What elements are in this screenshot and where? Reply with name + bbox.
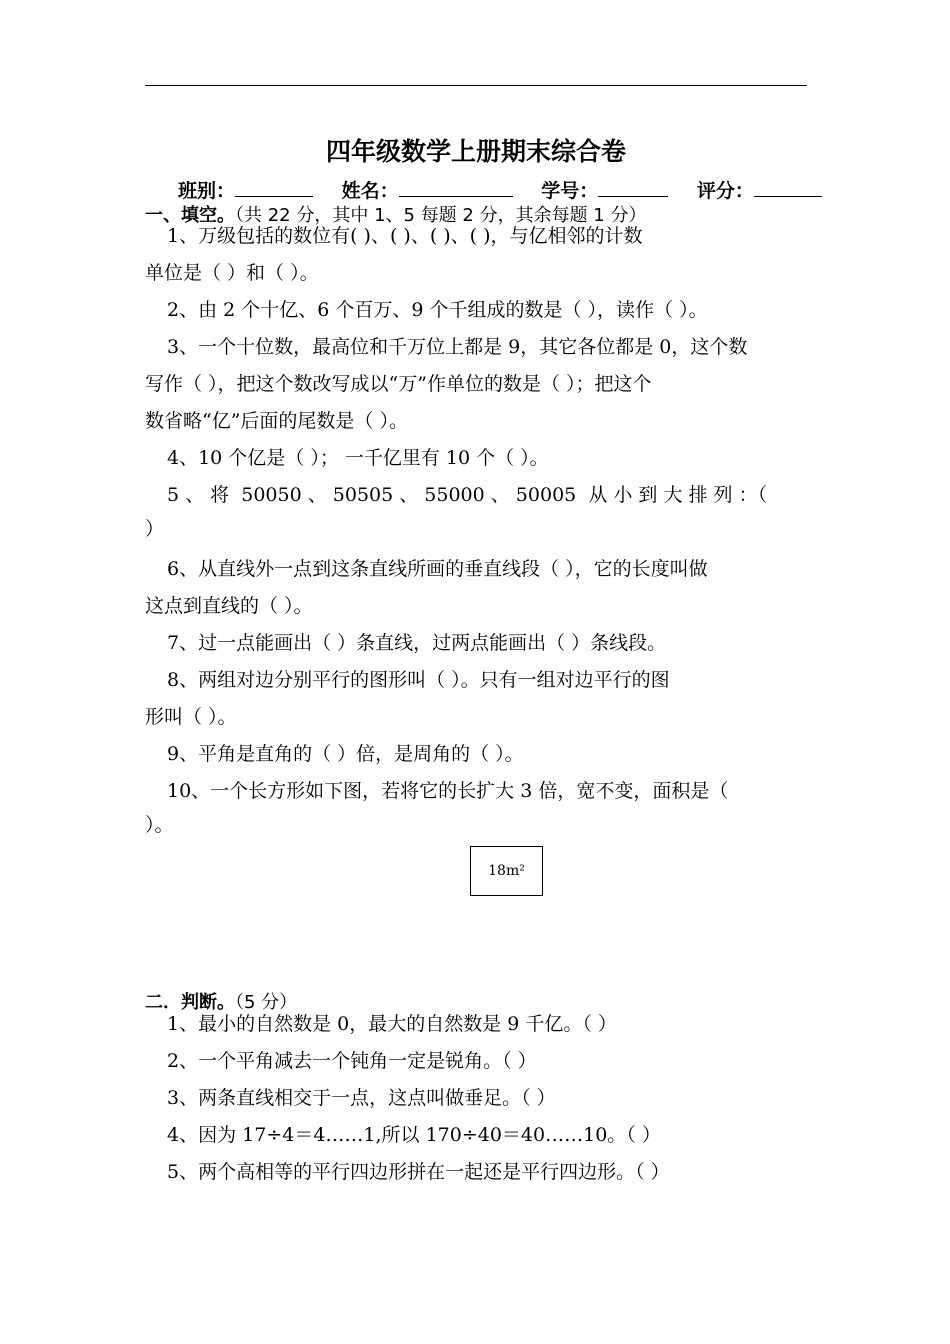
- true-false-questions: [145, 1006, 807, 1191]
- q10-line1: 10、一个长方形如下图，若将它的长扩大 3 倍，宽不变，面积是（: [167, 780, 729, 802]
- class-blank[interactable]: [235, 178, 313, 197]
- name-field: [342, 176, 513, 203]
- score-blank[interactable]: [754, 178, 822, 197]
- q10-line2: ）。: [145, 814, 174, 836]
- q1-line2: 单位是（ ）和（ ）。: [145, 262, 319, 284]
- q6-line1: 6、从直线外一点到这条直线所画的垂直线段（ ），它的长度叫做: [167, 558, 708, 580]
- id-label: 学号：: [541, 180, 599, 202]
- judge-q2: 2、一个平角减去一个钝角一定是锐角。（ ）: [167, 1050, 537, 1072]
- rectangle-area-label: 18m²: [488, 863, 525, 879]
- judge-q4: 4、因为 17÷4＝4……1,所以 170÷40＝40……10。（ ）: [167, 1124, 661, 1146]
- q7-line1: 7、过一点能画出（ ）条直线，过两点能画出（ ）条线段。: [167, 632, 667, 654]
- q8-line1: 8、两组对边分别平行的图形叫（ ）。只有一组对边平行的图: [167, 669, 670, 691]
- fill-blank-questions: [145, 218, 807, 840]
- name-label: 姓名：: [341, 180, 399, 202]
- q8-line2: 形叫（ ）。: [145, 706, 237, 728]
- class-label: 班别：: [178, 180, 236, 202]
- q5-line2: ）: [145, 518, 165, 540]
- q3-line2: 写作（ ），把这个数改写成以“万”作单位的数是（ ）；把这个: [145, 373, 652, 395]
- section1-note: （共 22 分，其中 1、5 每题 2 分，其余每题 1 分）: [235, 205, 647, 226]
- judge-q5: 5、两个高相等的平行四边形拼在一起还是平行四边形。（ ）: [167, 1161, 670, 1183]
- rectangle-figure: [470, 846, 543, 896]
- exam-title: 四年级数学上册期末综合卷: [325, 137, 626, 166]
- judge-q3: 3、两条直线相交于一点，这点叫做垂足。（ ）: [167, 1087, 556, 1109]
- name-blank[interactable]: [399, 178, 513, 197]
- id-field: [541, 176, 668, 203]
- q5-line1: 5 、 将 50050 、 50505 、 55000 、 50005 从 小 到 大 排 列 ：（: [167, 484, 768, 506]
- q2-line1: 2、由 2 个十亿、6 个百万、9 个千组成的数是（ ），读作（ ）。: [167, 299, 708, 321]
- header-rule: [145, 85, 807, 86]
- judge-q1: 1、最小的自然数是 0，最大的自然数是 9 千亿。（ ）: [167, 1013, 617, 1035]
- q6-line2: 这点到直线的（ ）。: [145, 595, 313, 617]
- section2-note: （5 分）: [235, 992, 298, 1013]
- q1-line1: 1、万级包括的数位有( )、( )、( )、( )，与亿相邻的计数: [167, 225, 643, 247]
- id-blank[interactable]: [598, 178, 668, 197]
- score-label: 评分：: [696, 180, 754, 202]
- score-field: [697, 176, 822, 203]
- section1-title: 一、填空。: [145, 205, 235, 226]
- section2-title: 二．判断。: [145, 992, 235, 1013]
- q9-line1: 9、平角是直角的（ ）倍，是周角的（ ）。: [167, 743, 524, 765]
- class-field: [178, 176, 313, 203]
- q3-line1: 3、一个十位数，最高位和千万位上都是 9，其它各位都是 0，这个数: [167, 336, 748, 358]
- student-info-row: [178, 176, 807, 203]
- q3-line3: 数省略“亿”后面的尾数是（ ）。: [145, 410, 408, 432]
- q4-line1: 4、10 个亿是（ ）； 一千亿里有 10 个（ ）。: [167, 447, 549, 469]
